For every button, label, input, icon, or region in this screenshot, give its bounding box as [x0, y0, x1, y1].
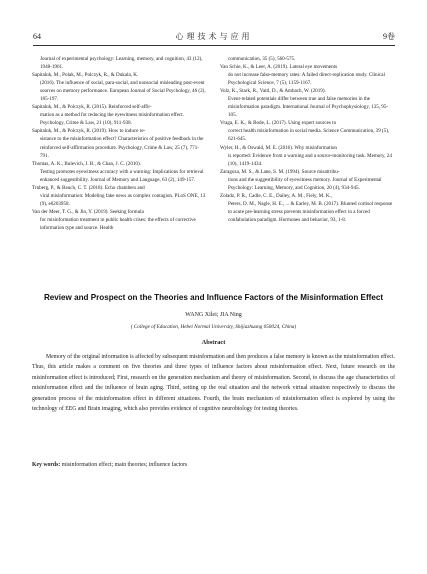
journal-name: 心理技术与应用: [175, 32, 253, 41]
reference-first-line: Zaragoza, M. S., & Lane, S. M. (1994). Source misattribu-: [220, 168, 340, 175]
reference-first-line: Sapitaluk, M., & Polczyk, R. (2019). How to induce re-: [32, 128, 146, 135]
reference-continuation: Journal of experimental psychology: Learning, memory, and cognition, 43 (12), 1948-1961.: [40, 56, 203, 71]
reference-entry: [32, 71, 207, 103]
abstract-text: Memory of the original information is affected by subsequent misinformation and then produces a false memory is known as the misinformation effect. Thus, this article makes a comment on five theories and three types of influence factors about misinformation effect. Next, future research on the misinformation effect is introduced; First, research on the generation mechanism and theory of misinformation. Second, to discuss the age characteristics of misinformation effect and the influence of brain aging. Third, setting up the real situation and the network virtual situation respectively to discuss the generation process of the misinformation effect in different situations. Fourth, the brain mechanism of misinformation effect is explored by using the technology of EEG and Brain imaging, which also provides evidence of cognitive neurobiology for testing theories.: [32, 354, 395, 413]
article-title: Review and Prospect on the Theories and Influence Factors of the Misinformation Effect: [43, 293, 384, 302]
reference-entry: [220, 168, 395, 192]
reference-continuation: Event-related potentials differ between true and false memories in the misinformation paradigm. International Journal of Psychophysiology, 135, 95-105.: [228, 96, 389, 119]
reference-continuation: Peters, D. M., Nagle, H. E., ... & Earley, M. B. (2017). Blunted cortisol response to acute pre-learning stress prevents misinformation effect in a forced confabulation paradigm. Hormones and behavior, 93, 1-8.: [228, 200, 393, 223]
reference-first-line: Vraga, E. K., & Bode, L. (2017). Using expert sources to: [220, 120, 337, 127]
reference-entry: [220, 87, 395, 119]
page-number: 64: [33, 32, 41, 41]
reference-continuation: is reported: Evidence from a warning and a source-monitoring task. Memory, 24 (10), 1419-1434.: [228, 152, 392, 167]
reference-first-line: Zoladz, P. R., Cadle, C. E., Dailey, A. M., Fiely, M. K.,: [220, 192, 333, 199]
reference-first-line: Thomas, A. K., Bulevich, J. B., & Chan, J. C. (2010).: [32, 160, 141, 167]
reference-continuation: correct health misinformation in social media. Science Communication, 39 (5), 621-645.: [228, 128, 390, 143]
reference-first-line: Sapitaluk, M., Polak, M., Polczyk, R., & Dukala, K.: [32, 72, 139, 79]
reference-continuation: communication, 35 (5), 560-575.: [228, 56, 296, 62]
keywords-line: [32, 461, 395, 470]
reference-entry: [220, 192, 395, 224]
reference-entry: [220, 55, 395, 63]
reference-first-line: Van Schie, K., & Leer, A. (2019). Lateral eye movements: [220, 64, 338, 71]
abstract-heading: Abstract: [201, 339, 226, 346]
reference-continuation: (2016). The influence of social, para-social, and nonsocial misleading post-event sources on memory performance. European Journal of Social Psychology, 46 (2), 185-197.: [40, 80, 206, 103]
reference-continuation: for misinformation treatment in public health crises: the effects of corrective information type and source. Health: [40, 216, 196, 231]
reference-first-line: Sapitaluk, M., & Polczyk, R. (2015). Reinforced self-affir-: [32, 104, 152, 111]
reference-entry: [220, 119, 395, 143]
reference-continuation: sistance to the misinformation effect? Characteristics of positive feedback in the reinforced self-affirmation procedure. Psychology, Crime & Law, 25 (7), 771-791.: [40, 136, 204, 159]
reference-entry: [32, 184, 207, 208]
reference-first-line: Trnberg, P., & Bauch, C. T. (2018). Echo chambers and: [32, 184, 145, 191]
references-section: [32, 55, 395, 273]
reference-entry: [32, 103, 207, 127]
reference-entry: [32, 208, 207, 232]
reference-continuation: viral misinformation: Modeling fake news as complex contagion. PLoS ONE, 13 (9), e0203958.: [40, 192, 206, 207]
references-right-column: [220, 55, 395, 273]
keywords-text: misinformation effect; main theories; influence factors: [60, 462, 188, 468]
reference-continuation: tions and the suggestibility of eyewitness memory. Journal of Experimental Psychology: Learning, Memory, and Cognition, 20 (4), 934-945.: [228, 176, 382, 191]
running-header: [33, 31, 395, 46]
reference-entry: [220, 63, 395, 87]
references-left-column: [32, 55, 207, 273]
reference-entry: [32, 160, 207, 184]
reference-first-line: Van der Meer, T. G., & Jin, Y. (2019). Seeking formula: [32, 208, 144, 215]
keywords-label: Key words:: [32, 462, 61, 468]
article-authors: WANG Xilei; JIA Ning: [185, 312, 242, 318]
reference-first-line: Wyler, H., & Oswald, M. E. (2016). Why misinformation: [220, 144, 337, 151]
reference-continuation: Testing promotes eyewitness accuracy with a warning: Implications for retrieval enhanced suggestibility. Journal of Memory and Language, 63 (2), 149-157.: [40, 168, 204, 183]
reference-entry: [220, 144, 395, 168]
reference-entry: [32, 55, 207, 71]
article-affiliation: ( College of Education, Hebei Normal University, Shijiazhuang 050024, China): [130, 324, 297, 330]
reference-first-line: Volz, K., Stark, R., Vaitl, D., & Ambach, W. (2019).: [220, 88, 326, 95]
reference-continuation: do not increase false-memory rates: A failed direct-replication study. Clinical Psychological Science, 7 (5), 1159-1167.: [228, 72, 385, 87]
reference-continuation: mation as a method for reducing the eyewitness misinformation effect. Psychology, Crime & Law, 21 (10), 911-938.: [40, 112, 184, 127]
volume-label: 9卷: [383, 32, 395, 41]
reference-entry: [32, 127, 207, 159]
